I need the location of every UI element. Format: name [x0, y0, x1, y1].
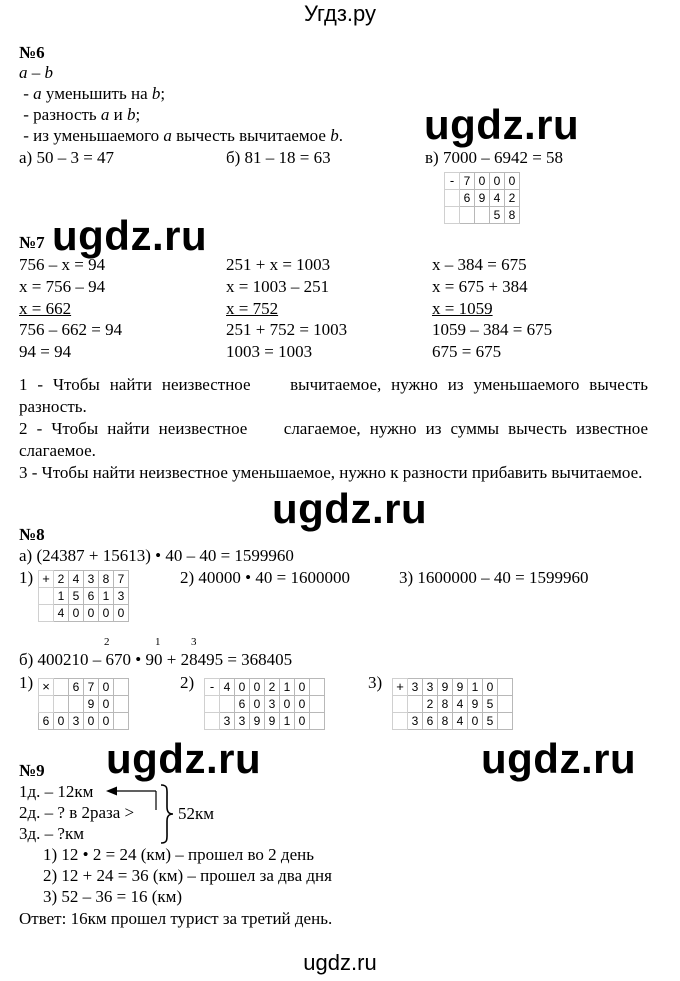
task-9-step-1: 1) 12 • 2 = 24 (км) – прошел во 2 день [43, 845, 314, 864]
task-8-a-step-2: 2) 40000 • 40 = 1600000 [180, 568, 350, 587]
task-6-line-1: - a уменьшить на b; [19, 84, 166, 103]
task-8-b-order-mark: 2 [104, 636, 110, 648]
task-8-a-expression: а) (24387 + 15613) • 40 – 40 = 1599960 [19, 546, 294, 565]
task-7-col2-line: 251 + 752 = 1003 [226, 320, 348, 339]
task-7-col1-line: 94 = 94 [19, 342, 72, 361]
task-7-col2-result: x = 752 [226, 299, 279, 318]
task-9-step-3: 3) 52 – 36 = 16 (км) [43, 887, 183, 906]
task-6-line-2: - разность a и b; [19, 105, 141, 124]
watermark: ugdz.ru [424, 101, 580, 148]
task-6-expression: a – b [19, 63, 53, 82]
task-7-col3-line: 675 = 675 [432, 342, 502, 361]
task-9-day-2: 2д. – ? в 2раза > [19, 803, 135, 822]
task-8-b-subtraction-grid: - 4 0 0 2 1 0 6 0 3 0 0 3 3 9 9 1 0 [204, 678, 325, 730]
task-9-total: 52км [178, 804, 215, 823]
task-6-title: №6 [19, 43, 45, 62]
task-9-answer: Ответ: 16км прошел турист за третий день. [19, 909, 333, 928]
task-7-col3-line: x – 384 = 675 [432, 255, 527, 274]
page-header: Угдз.ру [303, 1, 377, 26]
task-8-b-order-mark: 3 [191, 636, 197, 648]
task-8-b-expression: б) 400210 – 670 • 90 + 28495 = 368405 [19, 650, 293, 669]
task-7-col2-line: 251 + x = 1003 [226, 255, 331, 274]
task-8-b-step-1: 1) [19, 673, 34, 692]
task-9-day-1: 1д. – 12км [19, 782, 94, 801]
task-8-title: №8 [19, 525, 45, 544]
task-8-a-step-1: 1) [19, 568, 34, 587]
task-7-col3-line: 1059 – 384 = 675 [432, 320, 553, 339]
task-6-b: б) 81 – 18 = 63 [226, 148, 331, 167]
task-9-brace-icon [158, 783, 176, 845]
task-6-a: а) 50 – 3 = 47 [19, 148, 115, 167]
task-8-b-step-3: 3) [368, 673, 383, 692]
task-8-a-addition-grid: + 2 4 3 8 7 1 5 6 1 3 4 0 0 0 0 [38, 570, 129, 622]
task-8-b-step-2: 2) [180, 673, 195, 692]
watermark: ugdz.ru [52, 212, 208, 259]
task-7-col2-line: 1003 = 1003 [226, 342, 313, 361]
watermark: ugdz.ru [481, 735, 637, 782]
task-7-col3-result: x = 1059 [432, 299, 493, 318]
task-7-col1-result: x = 662 [19, 299, 72, 318]
task-7-col2-line: x = 1003 – 251 [226, 277, 330, 296]
task-7-title: №7 [19, 233, 45, 252]
page-footer: ugdz.ru [303, 950, 377, 975]
task-8-b-addition-grid: + 3 3 9 9 1 0 2 8 4 9 5 3 6 8 4 0 5 [392, 678, 513, 730]
watermark: ugdz.ru [272, 485, 428, 532]
task-7-rule-1: 1 - Чтобы найти неизвестное вычитаемое, нужно из уменьшаемого вычесть разность. [19, 375, 653, 416]
task-7-col1-line: 756 – 662 = 94 [19, 320, 123, 339]
task-6-c: в) 7000 – 6942 = 58 [425, 148, 564, 167]
task-6-line-3: - из уменьшаемого a вычесть вычитаемое b. [19, 126, 343, 145]
task-7-col3-line: x = 675 + 384 [432, 277, 528, 296]
task-7-col1-line: x = 756 – 94 [19, 277, 106, 296]
task-8-a-step-3: 3) 1600000 – 40 = 1599960 [399, 568, 589, 587]
task-9-day-3: 3д. – ?км [19, 824, 84, 843]
task-6-subtraction-grid: - 7 0 0 0 6 9 4 2 5 8 [444, 172, 520, 224]
watermark: ugdz.ru [106, 735, 262, 782]
task-9-title: №9 [19, 761, 45, 780]
task-7-col1-line: 756 – x = 94 [19, 255, 106, 274]
task-9-step-2: 2) 12 + 24 = 36 (км) – прошел за два дня [43, 866, 332, 885]
task-8-b-multiplication-grid: × 6 7 0 9 0 6 0 3 0 0 [38, 678, 129, 730]
task-7-rule-3: 3 - Чтобы найти неизвестное уменьшаемое, нужно к разности прибавить вычитаемое. [19, 463, 643, 482]
task-8-b-order-mark: 1 [155, 636, 161, 648]
task-7-rule-2: 2 - Чтобы найти неизвестное слагаемое, нужно из суммы вычесть известное слагаемое. [19, 419, 653, 460]
